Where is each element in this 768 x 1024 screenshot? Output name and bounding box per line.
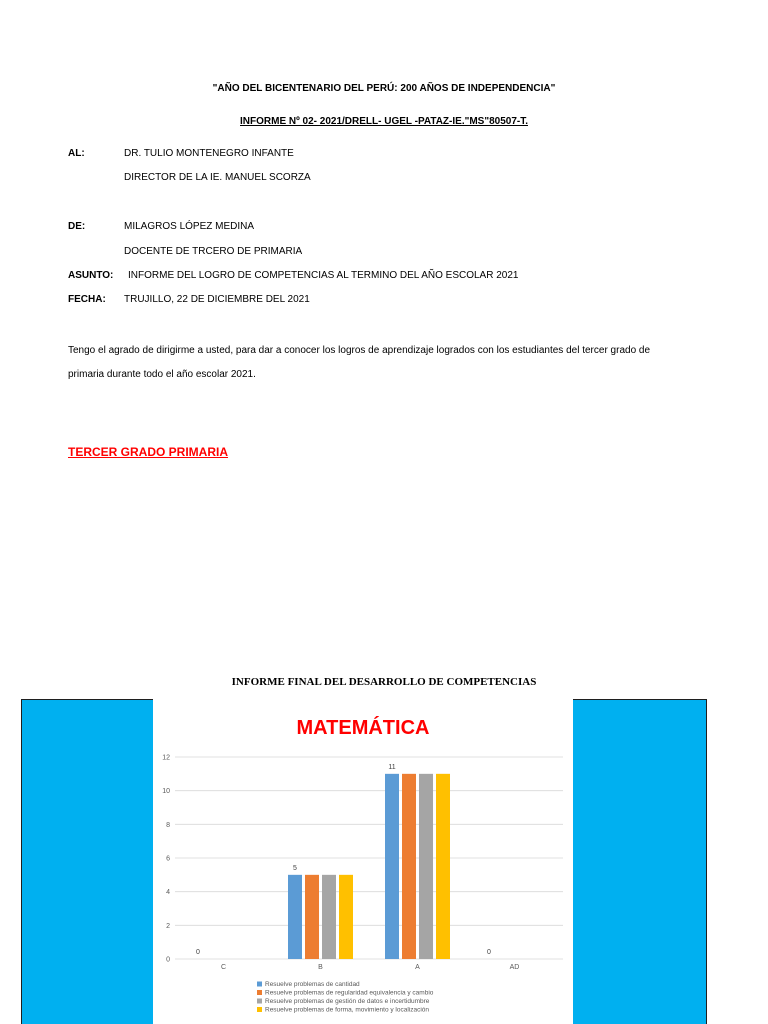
y-tick-label: 6 [166, 855, 170, 863]
data-label: 5 [293, 864, 297, 872]
al-role: DIRECTOR DE LA IE. MANUEL SCORZA [124, 172, 311, 183]
y-tick-label: 2 [166, 922, 170, 930]
intro-paragraph-line2: primaria durante todo el año escolar 2021. [68, 369, 256, 380]
y-tick-label: 4 [166, 889, 170, 897]
bar-chart [153, 699, 573, 1024]
y-tick-label: 0 [166, 956, 170, 964]
legend-swatch [257, 1007, 262, 1012]
asunto-label: ASUNTO: [68, 270, 114, 281]
y-tick-label: 10 [162, 788, 170, 796]
asunto-value: INFORME DEL LOGRO DE COMPETENCIAS AL TERMINO DEL AÑO ESCOLAR 2021 [128, 270, 519, 281]
al-label: AL: [68, 148, 85, 159]
intro-paragraph-line1: Tengo el agrado de dirigirme a usted, para dar a conocer los logros de aprendizaje logrados con los estudiantes del tercer grado de [68, 345, 651, 356]
category-label: C [220, 964, 227, 971]
y-tick-label: 12 [162, 754, 170, 762]
bar [385, 774, 399, 959]
category-label: A [415, 964, 420, 971]
chart-title: MATEMÁTICA [296, 717, 430, 739]
section-title: TERCER GRADO PRIMARIA [68, 445, 229, 459]
y-tick-label: 8 [166, 821, 170, 829]
category-label: B [318, 964, 323, 971]
data-label: 0 [196, 949, 200, 956]
fecha-label: FECHA: [68, 294, 106, 305]
bar [436, 774, 450, 959]
header-title: "AÑO DEL BICENTENARIO DEL PERÚ: 200 AÑOS DE INDEPENDENCIA" [212, 83, 556, 94]
legend-label: Resuelve problemas de forma, movimiento y localización [265, 1006, 430, 1014]
legend-swatch [257, 999, 262, 1004]
fecha-value: TRUJILLO, 22 DE DICIEMBRE DEL 2021 [124, 294, 310, 305]
legend-swatch [257, 982, 262, 987]
bar [339, 875, 353, 959]
data-label: 0 [487, 949, 491, 956]
data-label: 11 [388, 763, 396, 771]
de-label: DE: [68, 221, 86, 232]
bar [322, 875, 336, 959]
de-name: MILAGROS LÓPEZ MEDINA [124, 221, 255, 232]
bar [305, 875, 319, 959]
legend-label: Resuelve problemas de gestión de datos e incertidumbre [265, 998, 430, 1005]
bar [288, 875, 302, 959]
bar [419, 774, 433, 959]
bar [402, 774, 416, 959]
legend-swatch [257, 990, 262, 995]
legend-label: Resuelve problemas de regularidad equivalencia y cambio [265, 989, 434, 997]
category-label: AD [509, 964, 520, 971]
de-role: DOCENTE DE TRCERO DE PRIMARIA [124, 246, 303, 257]
chart-panel [153, 699, 573, 1024]
informe-number: INFORME Nº 02- 2021/DRELL- UGEL -PATAZ-IE."MS"80507-T. [240, 116, 528, 127]
al-name: DR. TULIO MONTENEGRO INFANTE [124, 148, 294, 159]
legend-label: Resuelve problemas de cantidad [265, 981, 360, 988]
report-title: INFORME FINAL DEL DESARROLLO DE COMPETENCIAS [231, 676, 537, 688]
